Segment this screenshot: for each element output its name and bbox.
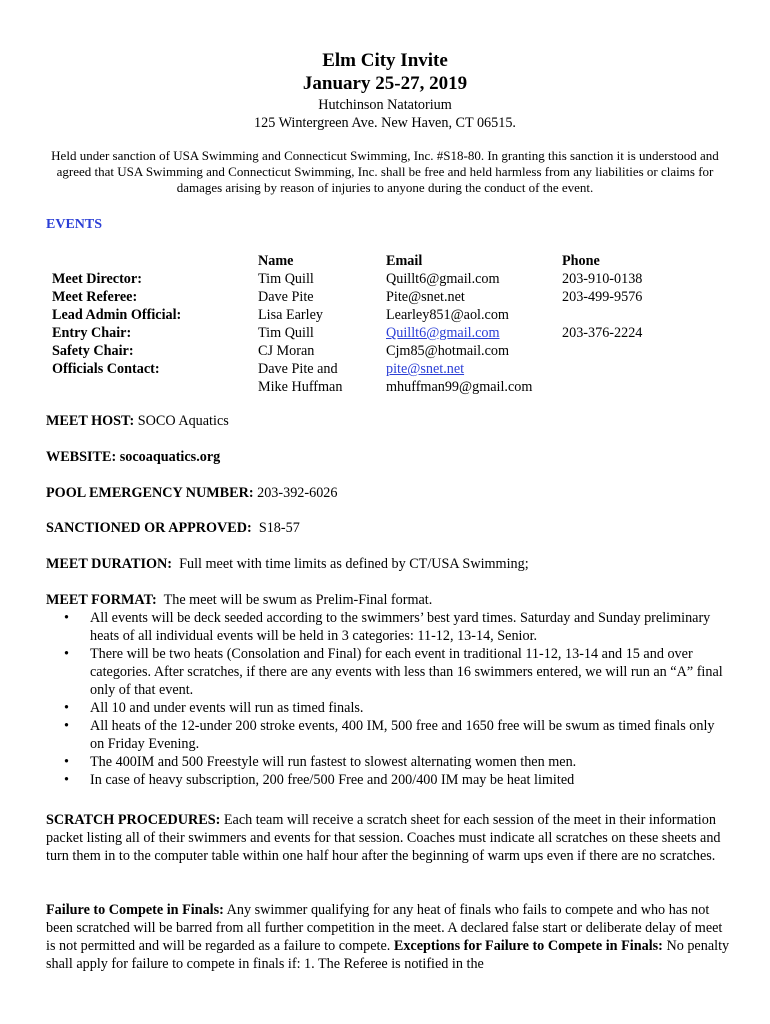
duration-label: MEET DURATION:: [46, 556, 172, 572]
role-label: Officials Contact:: [52, 361, 160, 377]
venue-address: 125 Wintergreen Ave. New Haven, CT 06515.: [254, 115, 516, 131]
pool-emergency-number: [46, 484, 730, 502]
official-name: Lisa Earley: [258, 307, 323, 323]
official-name: Mike Huffman: [258, 379, 343, 395]
role-label: Safety Chair:: [52, 343, 134, 359]
website-label: WEBSITE:: [46, 449, 117, 465]
list-item: • All heats of the 12-under 200 stroke events, 400 IM, 500 free and 1650 free will be swum as timed finals only on Friday Evening.: [46, 717, 730, 753]
exceptions-text: No penalty shall apply for failure to compete in finals if: 1. The Referee is notified in the: [46, 938, 730, 972]
list-item: • In case of heavy subscription, 200 free/500 Free and 200/400 IM may be heat limited: [46, 771, 730, 789]
scratch-label: SCRATCH PROCEDURES:: [46, 812, 221, 828]
table-row: [52, 360, 732, 378]
official-phone: [562, 306, 732, 324]
failure-text: Any swimmer qualifying for any heat of finals who fails to compete and who has not been scratched will be barred from all further competition in the meet. A declared false start or deliberate delay of meet is not permitted and will be regarded as a failure to compete.: [46, 902, 723, 954]
official-name: Dave Pite: [258, 289, 314, 305]
venue-name: Hutchinson Natatorium: [318, 97, 452, 113]
meet-host: [46, 412, 730, 430]
events-heading: EVENTS: [46, 217, 103, 232]
exceptions-label: Exceptions for Failure to Compete in Finals:: [393, 938, 663, 954]
website: [46, 448, 730, 466]
scratch-text: Each team will receive a scratch sheet for each session of the meet in their information packet listing all of their swimmers and events for that session. Coaches must indicate all scratches on these sheets and turn them in to the computer table within one half hour after the beginning of warm ups even if there are no scratches.: [46, 812, 721, 864]
pool-emergency-value: 203-392-6026: [257, 485, 338, 501]
table-row: [52, 306, 732, 324]
official-name: CJ Moran: [258, 343, 315, 359]
sanctioned-or-approved: [46, 519, 730, 537]
phone-column-header: Phone: [562, 253, 600, 269]
email-column-header: Email: [386, 253, 423, 269]
website-value: socoaquatics.org: [119, 449, 221, 465]
meet-dates: January 25-27, 2019: [302, 73, 468, 94]
role-label: Meet Referee:: [52, 289, 138, 305]
meet-host-value: SOCO Aquatics: [137, 413, 229, 429]
official-phone: [562, 342, 732, 360]
pool-emergency-label: POOL EMERGENCY NUMBER:: [46, 485, 254, 501]
name-column-header: Name: [258, 253, 294, 269]
list-item: • There will be two heats (Consolation and Final) for each event in traditional 11-12, 13-14 and 15 and over categories. After scratches, if there are any events with less than 16 swimmers entered, we will run an “A” final only of that event.: [46, 645, 730, 699]
official-name: Dave Pite and: [258, 361, 338, 377]
official-phone: 203-499-9576: [562, 289, 643, 305]
table-row: [52, 288, 732, 306]
official-phone: [562, 360, 732, 378]
format-label: MEET FORMAT:: [46, 592, 157, 608]
meet-format: [46, 591, 730, 789]
email-link[interactable]: Quillt6@gmail.com: [386, 325, 500, 341]
role-label: [52, 378, 258, 396]
official-email: Learley851@aol.com: [386, 307, 509, 323]
scratch-procedures: [46, 811, 730, 865]
meet-duration: [46, 555, 730, 573]
officials-table: [52, 252, 732, 396]
duration-value: Full meet with time limits as defined by CT/USA Swimming;: [179, 556, 529, 572]
failure-label: Failure to Compete in Finals:: [46, 902, 224, 918]
table-row: [52, 324, 732, 342]
table-row: [52, 378, 732, 396]
official-phone: 203-376-2224: [562, 325, 643, 341]
meet-host-label: MEET HOST:: [46, 413, 135, 429]
official-email: Quillt6@gmail.com: [386, 271, 500, 287]
list-item: • All events will be deck seeded according to the swimmers’ best yard times. Saturday and Sunday preliminary heats of all individual events will be held in 3 categories: 11-12, 13-14, Senior.: [46, 609, 730, 645]
officials-table-header: [52, 252, 732, 270]
official-name: Tim Quill: [258, 325, 314, 341]
format-value: The meet will be swum as Prelim-Final format.: [163, 592, 433, 608]
email-link[interactable]: pite@snet.net: [386, 361, 465, 377]
official-email: Pite@snet.net: [386, 289, 465, 305]
official-email: mhuffman99@gmail.com: [386, 379, 533, 395]
official-phone: [562, 378, 732, 396]
role-label: Entry Chair:: [52, 325, 132, 341]
list-item: • The 400IM and 500 Freestyle will run fastest to slowest alternating women then men.: [46, 753, 730, 771]
role-label: Lead Admin Official:: [52, 307, 182, 323]
official-phone: 203-910-0138: [562, 271, 643, 287]
format-bullet-list: [46, 609, 730, 789]
table-row: [52, 270, 732, 288]
sanctioned-value: S18-57: [258, 520, 300, 536]
failure-to-compete: [46, 901, 730, 973]
sanction-statement: Held under sanction of USA Swimming and Connecticut Swimming, Inc. #S18-80. In granting this sanction it is understood and agreed that USA Swimming and Connecticut Swimming, Inc. shall be free and held harmless from any liabilities or claims for damages arising by reason of injuries to anyone during the conduct of the event.: [51, 148, 719, 195]
official-email: Cjm85@hotmail.com: [386, 343, 510, 359]
table-row: [52, 342, 732, 360]
role-label: Meet Director:: [52, 271, 142, 287]
list-item: • All 10 and under events will run as timed finals.: [46, 699, 730, 717]
official-name: Tim Quill: [258, 271, 314, 287]
sanctioned-label: SANCTIONED OR APPROVED:: [46, 520, 252, 536]
meet-title: Elm City Invite: [322, 50, 448, 71]
